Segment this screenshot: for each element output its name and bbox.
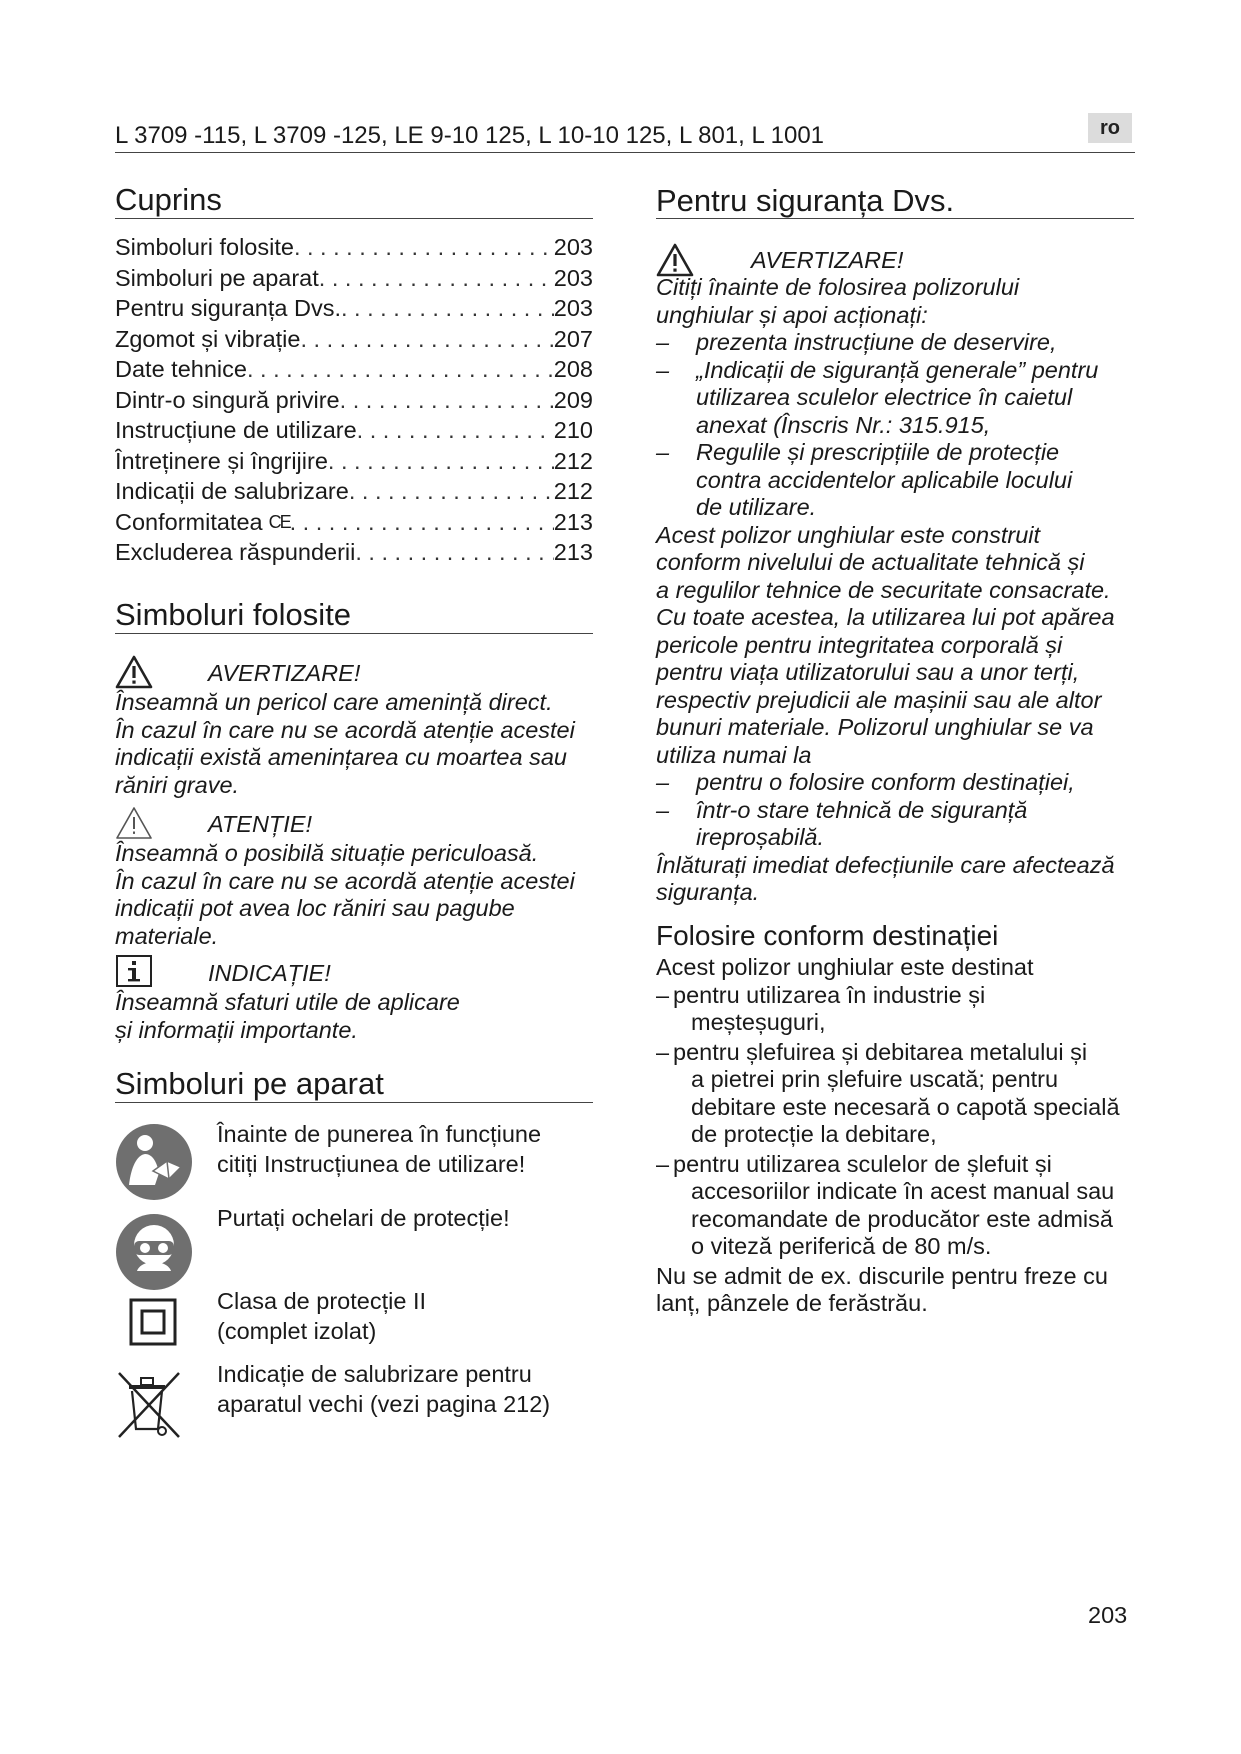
toc-item[interactable]: Simboluri pe aparat . . . 203	[115, 263, 593, 294]
toc-divider	[115, 218, 593, 219]
toc-item[interactable]: Indicații de salubrizare . . . 212	[115, 476, 593, 507]
read-manual-icon	[115, 1123, 193, 1201]
note-description: Înseamnă sfaturi utile de aplicare și informații importante.	[115, 989, 460, 1043]
warning-label: AVERTIZARE!	[208, 660, 361, 686]
caution-label: ATENȚIE!	[208, 811, 313, 837]
device-symbols-divider	[115, 1102, 593, 1103]
info-icon	[115, 954, 153, 988]
protection-class-ii-icon	[129, 1298, 177, 1346]
list-item: – prezenta instrucțiune de deservire,	[656, 329, 1057, 355]
list-item: – pentru șlefuirea și debitarea metalului și a pietrei prin șlefuire uscată; pentru debitare este necesară o capotă specială de protecție la debitare,	[656, 1038, 1120, 1147]
toc-item[interactable]: Date tehnice . . . 208	[115, 354, 593, 385]
device-symbols-title: Simboluri pe aparat	[115, 1066, 384, 1101]
toc-item[interactable]: Zgomot și vibrație . . . 207	[115, 324, 593, 355]
toc-title: Cuprins	[115, 182, 222, 217]
list-item: – pentru o folosire conform destinației,	[656, 769, 1075, 795]
table-of-contents	[115, 232, 593, 568]
device-symbol-text: Indicație de salubrizare pentru aparatul vechi (vezi pagina 212)	[217, 1361, 551, 1417]
intended-use-text: Acest polizor unghiular este destinat – pentru utilizarea în industrie și meșteșuguri, – pentru șlefuirea și debitarea metalului și a pietrei prin șlefuire uscată; pentru debitare este necesară o capotă specială de protecție la debitare, – pentru utilizarea sculelor de șlefuit și accesoriilor indicate în acest manual sau recomandate de producător este admisă o viteză periferică de 80 m/s. Nu se admit de ex. discurile pentru freze cu lanț, pânzele de ferăstrău.	[656, 954, 1146, 1318]
list-item: – Regulile și prescripțiile de protecție contra accidentelor aplicabile locului de utilizare.	[656, 439, 1073, 520]
toc-item[interactable]: Întreținere și îngrijire . . . 212	[115, 446, 593, 477]
device-symbol-row	[115, 1286, 595, 1356]
safety-divider	[656, 218, 1134, 219]
toc-item[interactable]: Conformitatea CE . . . 213	[115, 507, 593, 538]
toc-item[interactable]: Excluderea răspunderii . . . 213	[115, 537, 593, 568]
crossed-bin-icon	[115, 1369, 183, 1441]
header-divider	[115, 152, 1135, 153]
device-symbol-row	[115, 1203, 595, 1293]
safety-title: Pentru siguranța Dvs.	[656, 183, 955, 218]
warning-triangle-icon	[115, 655, 153, 689]
device-symbol-text: Purtați ochelari de protecție!	[217, 1205, 510, 1231]
intended-use-title: Folosire conform destinației	[656, 920, 999, 951]
list-item: – „Indicații de siguranță generale” pentru utilizarea sculelor electrice în caietul anexat (Înscris Nr.: 315.915,	[656, 356, 1099, 438]
page-number: 203	[1088, 1602, 1128, 1628]
symbols-used-divider	[115, 633, 593, 634]
list-item: – într-o stare tehnică de siguranță ireproșabilă.	[656, 796, 1028, 850]
symbols-used-title: Simboluri folosite	[115, 597, 352, 632]
toc-item[interactable]: Dintr-o singură privire . . . 209	[115, 385, 593, 416]
toc-item[interactable]: Simboluri folosite . . . 203	[115, 232, 593, 263]
list-item: – pentru utilizarea în industrie și meșteșuguri,	[656, 981, 986, 1035]
device-symbol-row	[115, 1119, 595, 1209]
caution-description: Înseamnă o posibilă situație periculoasă. În cazul în care nu se acordă atenție acestei indicații pot avea loc răniri sau pagube materiale.	[115, 840, 575, 949]
device-symbol-row	[115, 1359, 595, 1439]
ce-mark: CE	[268, 511, 290, 532]
header-models: L 3709 -115, L 3709 -125, LE 9-10 125, L 10-10 125, L 801, L 1001	[115, 122, 825, 149]
toc-item[interactable]: Pentru siguranța Dvs. . . . 203	[115, 293, 593, 324]
safety-goggles-icon	[115, 1213, 193, 1291]
list-item: – pentru utilizarea sculelor de șlefuit și accesoriilor indicate în acest manual sau recomandate de producător este admisă o viteză periferică de 80 m/s.	[656, 1150, 1115, 1259]
language-badge: ro	[1088, 113, 1132, 143]
note-label: INDICAȚIE!	[208, 960, 331, 986]
warning-triangle-icon	[656, 243, 694, 277]
warning-description: Înseamnă un pericol care amenință direct. În cazul în care nu se acordă atenție acestei indicații există amenințarea cu moartea sau răniri grave.	[115, 689, 575, 798]
safety-text: Citiți înainte de folosirea polizorului unghiular și apoi acționați: – prezenta instrucțiune de deservire, – „Indicații de siguranță generale” pentru utilizarea sculelor electrice în caietul anexat (Înscris Nr.: 315.915, – Regulile și prescripțiile de protecție contra accidentelor aplicabile locului de utilizare. Acest polizor unghiular este construit conform nivelului de actualitate tehnică și a regulilor tehnice de securitate consacrate. Cu toate acestea, la utilizarea lui pot apărea pericole pentru integritatea corporală și pentru viața utilizatorului sau a unor terți, respectiv prejudicii ale mașinii sau ale altor bunuri materiale. Polizorul unghiular se va utiliza numai la – pentru o folosire conform destinației, – într-o stare tehnică de siguranță ireproșabilă. Înlăturați imediat defecțiunile care afectează siguranța.	[656, 274, 1156, 907]
device-symbol-text: Înainte de punerea în funcțiune citiți Instrucțiunea de utilizare!	[217, 1121, 542, 1177]
toc-item[interactable]: Instrucțiune de utilizare . . . 210	[115, 415, 593, 446]
caution-triangle-icon	[115, 806, 153, 840]
device-symbol-text: Clasa de protecție II (complet izolat)	[217, 1288, 426, 1344]
safety-warning-label: AVERTIZARE!	[751, 247, 904, 273]
